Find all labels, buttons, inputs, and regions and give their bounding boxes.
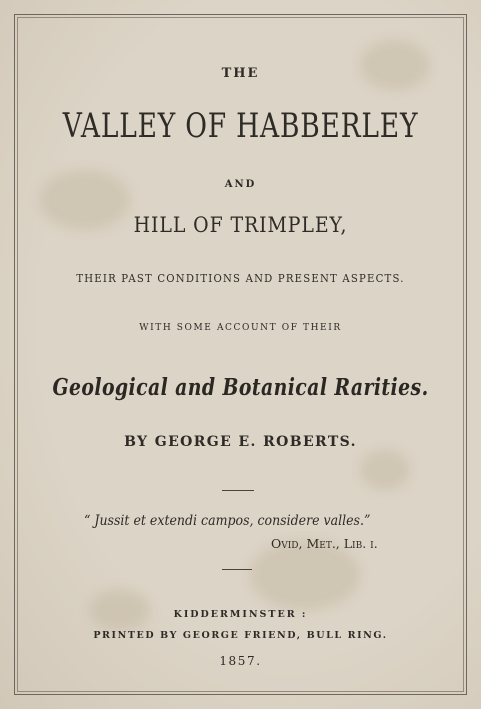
account-line: WITH SOME ACCOUNT OF THEIR	[139, 323, 342, 333]
imprint-year: 1857.	[219, 654, 262, 668]
author-line: BY GEORGE E. ROBERTS.	[124, 434, 357, 450]
epigraph-citation: Ovid, Met., Lib. i.	[271, 536, 378, 551]
divider-rule	[222, 569, 252, 570]
epigraph-quote: “ Jussit et extendi campos, considere valles.”	[84, 513, 371, 529]
conditions-line: THEIR PAST CONDITIONS AND PRESENT ASPECTS.	[76, 272, 405, 285]
title-conjunction: AND	[224, 179, 257, 190]
imprint-printer: PRINTED BY GEORGE FRIEND, BULL RING.	[93, 630, 388, 641]
subtitle: HILL OF TRIMPLEY,	[133, 213, 348, 237]
title-article: THE	[221, 66, 260, 81]
imprint-place: KIDDERMINSTER :	[173, 609, 308, 620]
rarities-heading: Geological and Botanical Rarities.	[52, 374, 429, 401]
main-title: VALLEY OF HABBERLEY	[62, 106, 419, 146]
divider-rule	[222, 490, 254, 491]
